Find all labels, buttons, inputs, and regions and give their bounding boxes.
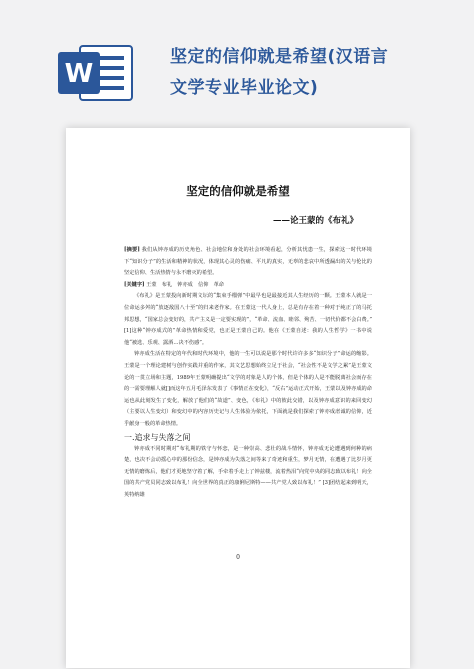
abstract: [124, 245, 372, 280]
paragraph-2: 钟亦成生活在特定的年代和时代环境中，他的一生可以说是那个时代许许多多“知识分子”命运的缩影。王蒙是一个理论建树与创作实践并重的作家，其文艺思想始终立足于社会，“社会性不是文学之累”是王蒙文论的一贯立场和主题，1989年王蒙明确提出“文学的对象是人的个体，但是个体的人是不能脱离社会而存在的一需要理解人就[]而这年五月毛泽东发表了《事情正在变化》，“反右”运动正式开始，王蒙以及钟亦成的命运也从此刻发生了变化，解放了他们的“故道”、变色，《布礼》中的彼此交错，以及钟亦成意识的来回变幻（主要以人生变幻）和变幻中的内容历史记与人生体验为依托，下面就是我们探索了钟亦成虐诚的信仰，近乎献身一般的革命热情。: [124, 351, 372, 427]
page-number: 0: [236, 554, 240, 561]
abstract-label: [摘要]: [124, 247, 140, 253]
title-line-2: 文学专业毕业论文): [170, 78, 319, 98]
logo-letter: W: [64, 59, 94, 89]
document-page: [66, 128, 410, 668]
title-line-1: 坚定的信仰就是希望(汉语言: [170, 47, 389, 67]
document-subtitle: ——论王蒙的《布礼》: [272, 216, 358, 226]
keywords-label: [关键字]: [124, 281, 145, 288]
word-document-icon: [58, 42, 136, 104]
document-title: 坚定的信仰就是希望: [186, 184, 290, 198]
page-title: [170, 42, 460, 104]
paragraph-3: 钟亦成不同时期对“布礼期的铁守与怀恋，是一种崇高、悲壮的战斗情怀，钟亦成无论遭遇到何种的病楚，也决不会动摇心中的那份信念，是钟亦成为失落之间等来了奇迹和重生，梦月无情，在遭遇了比岁月更无情的磨炼后，他们才更地坚守着了解，手牵着手走上了钟兹楼，流着热泪“向党中央的同志致以布礼！向全国的共产党员同志致以布礼！向全世界的真正的康俐尼斯特——共产党人致以布礼！” [3]团结起来到明天，英特纳雄: [124, 445, 372, 498]
section-heading: 一.追求与失落之间: [124, 432, 191, 442]
header: [0, 0, 474, 110]
keywords-text: 王蒙 布礼 钟亦成 信仰 革命: [146, 281, 224, 288]
abstract-text: 我们从钟亦成的历史角色、社会地位和身处的社会环境看起，分析其忧患一生，探索这一时代环境下“知识分子”的生活和精神的状况，体现其心灵的伤痛、平凡的真实，无辜的悲哀中所透漏出的关与伦比的坚定信仰、生活热情与永不磨灭的希望。: [124, 247, 372, 277]
keywords: [124, 280, 372, 292]
paragraph-1: 《布礼》是王蒙投向新时期文坛的“集束手榴弹”中最早也是最接近其人生经历的一颗。王蒙本人就是一位命运多舛的“放逐敌国八十至”的归来老作家。在王蒙这一代人身上，总是有存在着一种对于纯正了的马托邦思想，“国家总会变好的，共产主义是一定要实现的”，“革命、流血、睦邻、殉苦、一切代价都不会白费。” [1]这种“钟亦成式的”革命热情和爱党，也正是王蒙自己的。他在《王蒙自述：我的人生哲学》一书中说他“被选、乐观、露酒…决不伤感”。: [124, 293, 372, 346]
document-body: [124, 245, 372, 501]
